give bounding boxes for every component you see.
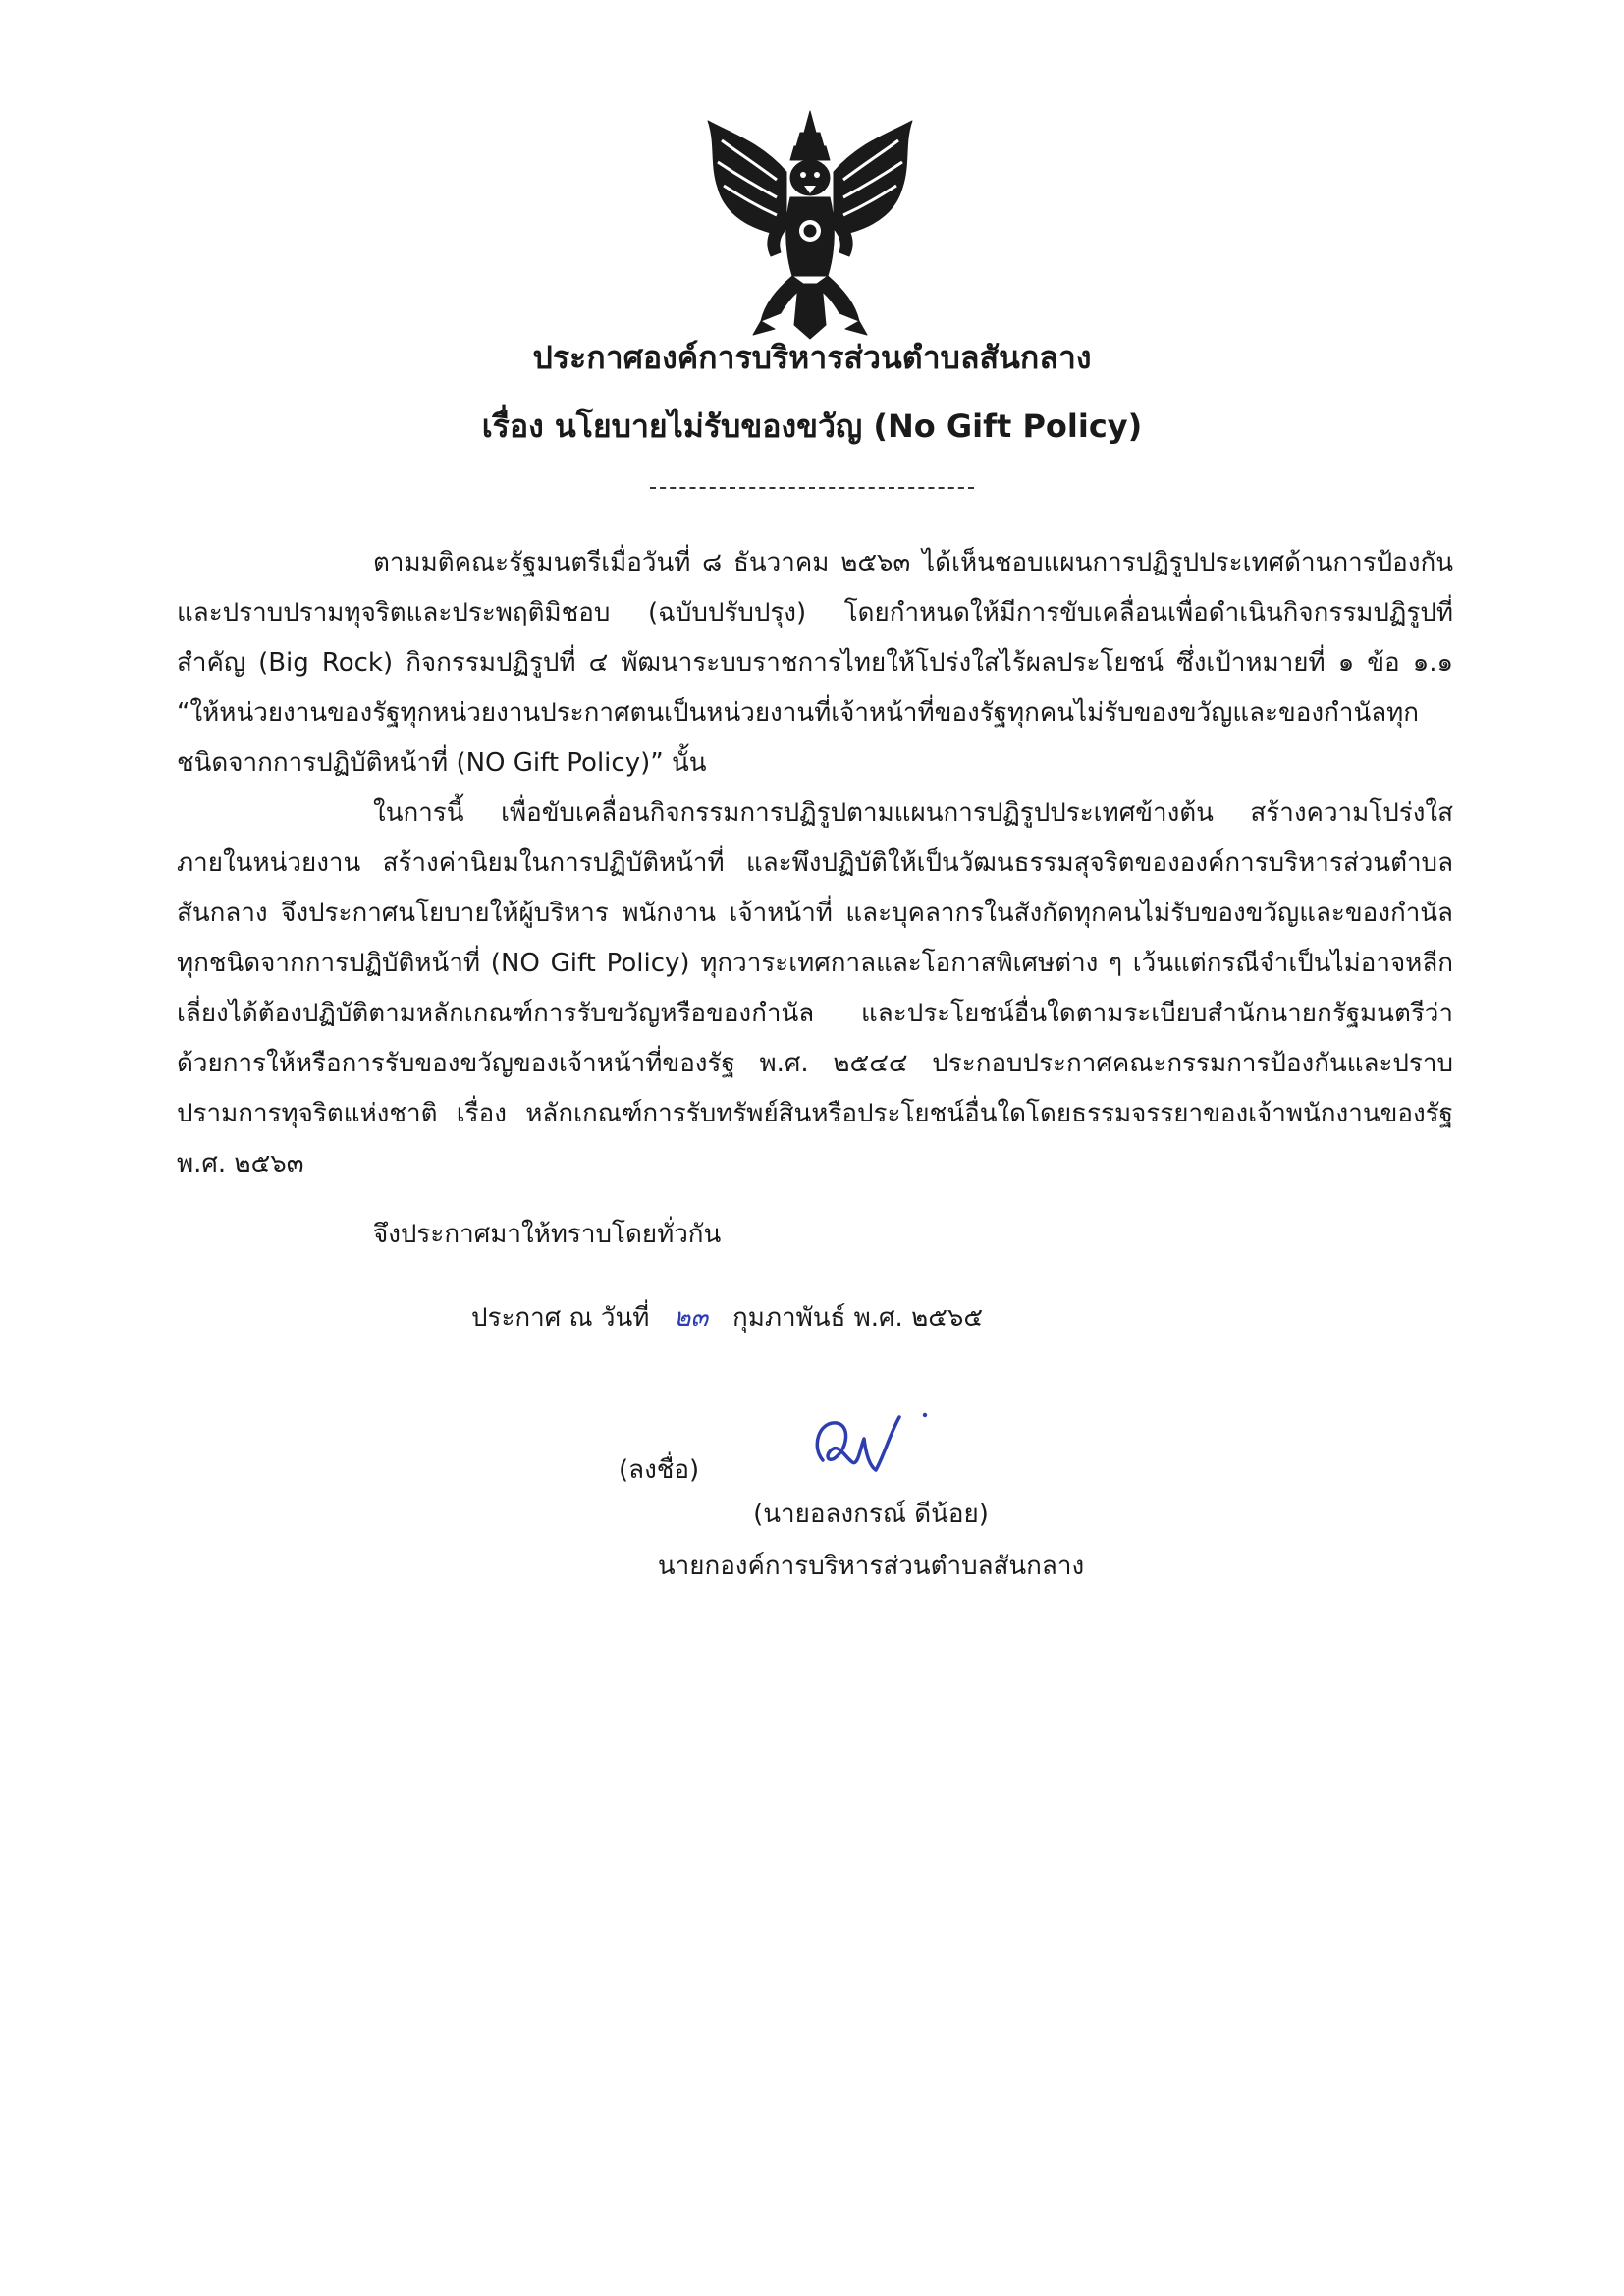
- signature-label: (ลงชื่อ): [619, 1455, 700, 1485]
- date-prefix: ประกาศ ณ วันที่: [471, 1303, 650, 1333]
- document-subject: เรื่อง นโยบายไม่รับของขวัญ (No Gift Policy): [481, 408, 1143, 445]
- announcement-date: [471, 1298, 983, 1338]
- title-separator: [650, 487, 974, 489]
- body-paragraph-1: ตามมติคณะรัฐมนตรีเมื่อวันที่ ๘ ธันวาคม ๒๕๖๓ ได้เห็นชอบแผนการปฏิรูปประเทศด้านการป้องกันและปราบปรามทุจริตและประพฤติมิชอบ (ฉบับปรับปรุง) โดยกำหนดให้มีการขับเคลื่อนเพื่อดำเนินกิจกรรมปฏิรูปที่สำคัญ (Big Rock) กิจกรรมปฏิรูปที่ ๔ พัฒนาระบบราชการไทยให้โปร่งใสไร้ผลประโยชน์ ซึ่งเป้าหมายที่ ๑ ข้อ ๑.๑ “ให้หน่วยงานของรัฐทุกหน่วยงานประกาศตนเป็นหน่วยงานที่เจ้าหน้าที่ของรัฐทุกคนไม่รับของขวัญและของกำนัลทุกชนิดจากการปฏิบัติหน้าที่ (NO Gift Policy)” นั้น: [177, 548, 1453, 778]
- garuda-emblem-icon: [702, 103, 918, 349]
- closing-statement: จึงประกาศมาให้ทราบโดยทั่วกัน: [373, 1220, 722, 1249]
- signer-position: นายกองค์การบริหารส่วนตำบลสันกลาง: [657, 1552, 1085, 1581]
- date-day: ๒๓: [674, 1303, 709, 1333]
- date-month-year: กุมภาพันธ์ พ.ศ. ๒๕๖๕: [731, 1303, 984, 1333]
- body-paragraph-2: ในการนี้ เพื่อขับเคลื่อนกิจกรรมการปฏิรูปตามแผนการปฏิรูปประเทศข้างต้น สร้างความโปร่งใสภายในหน่วยงาน สร้างค่านิยมในการปฏิบัติหน้าที่ และพึงปฏิบัติให้เป็นวัฒนธรรมสุจริตขององค์การบริหารส่วนตำบลสันกลาง จึงประกาศนโยบายให้ผู้บริหาร พนักงาน เจ้าหน้าที่ และบุคลากรในสังกัดทุกคนไม่รับของขวัญและของกำนัลทุกชนิดจากการปฏิบัติหน้าที่ (NO Gift Policy) ทุกวาระเทศกาลและโอกาสพิเศษต่าง ๆ เว้นแต่กรณีจำเป็นไม่อาจหลีกเลี่ยงได้ต้องปฏิบัติตามหลักเกณฑ์การรับขวัญหรือของกำนัล และประโยชน์อื่นใดตามระเบียบสำนักนายกรัฐมนตรีว่าด้วยการให้หรือการรับของขวัญของเจ้าหน้าที่ของรัฐ พ.ศ. ๒๕๔๔ ประกอบประกาศคณะกรรมการป้องกันและปราบปรามการทุจริตแห่งชาติ เรื่อง หลักเกณฑ์การรับทรัพย์สินหรือประโยชน์อื่นใดโดยธรรมจรรยาของเจ้าพนักงานของรัฐ พ.ศ. ๒๕๖๓: [177, 798, 1453, 1178]
- handwritten-signature: [805, 1399, 952, 1488]
- signer-name: (นายอลงกรณ์ ดีน้อย): [753, 1500, 989, 1529]
- document-title: ประกาศองค์การบริหารส่วนตำบลสันกลาง: [532, 339, 1092, 376]
